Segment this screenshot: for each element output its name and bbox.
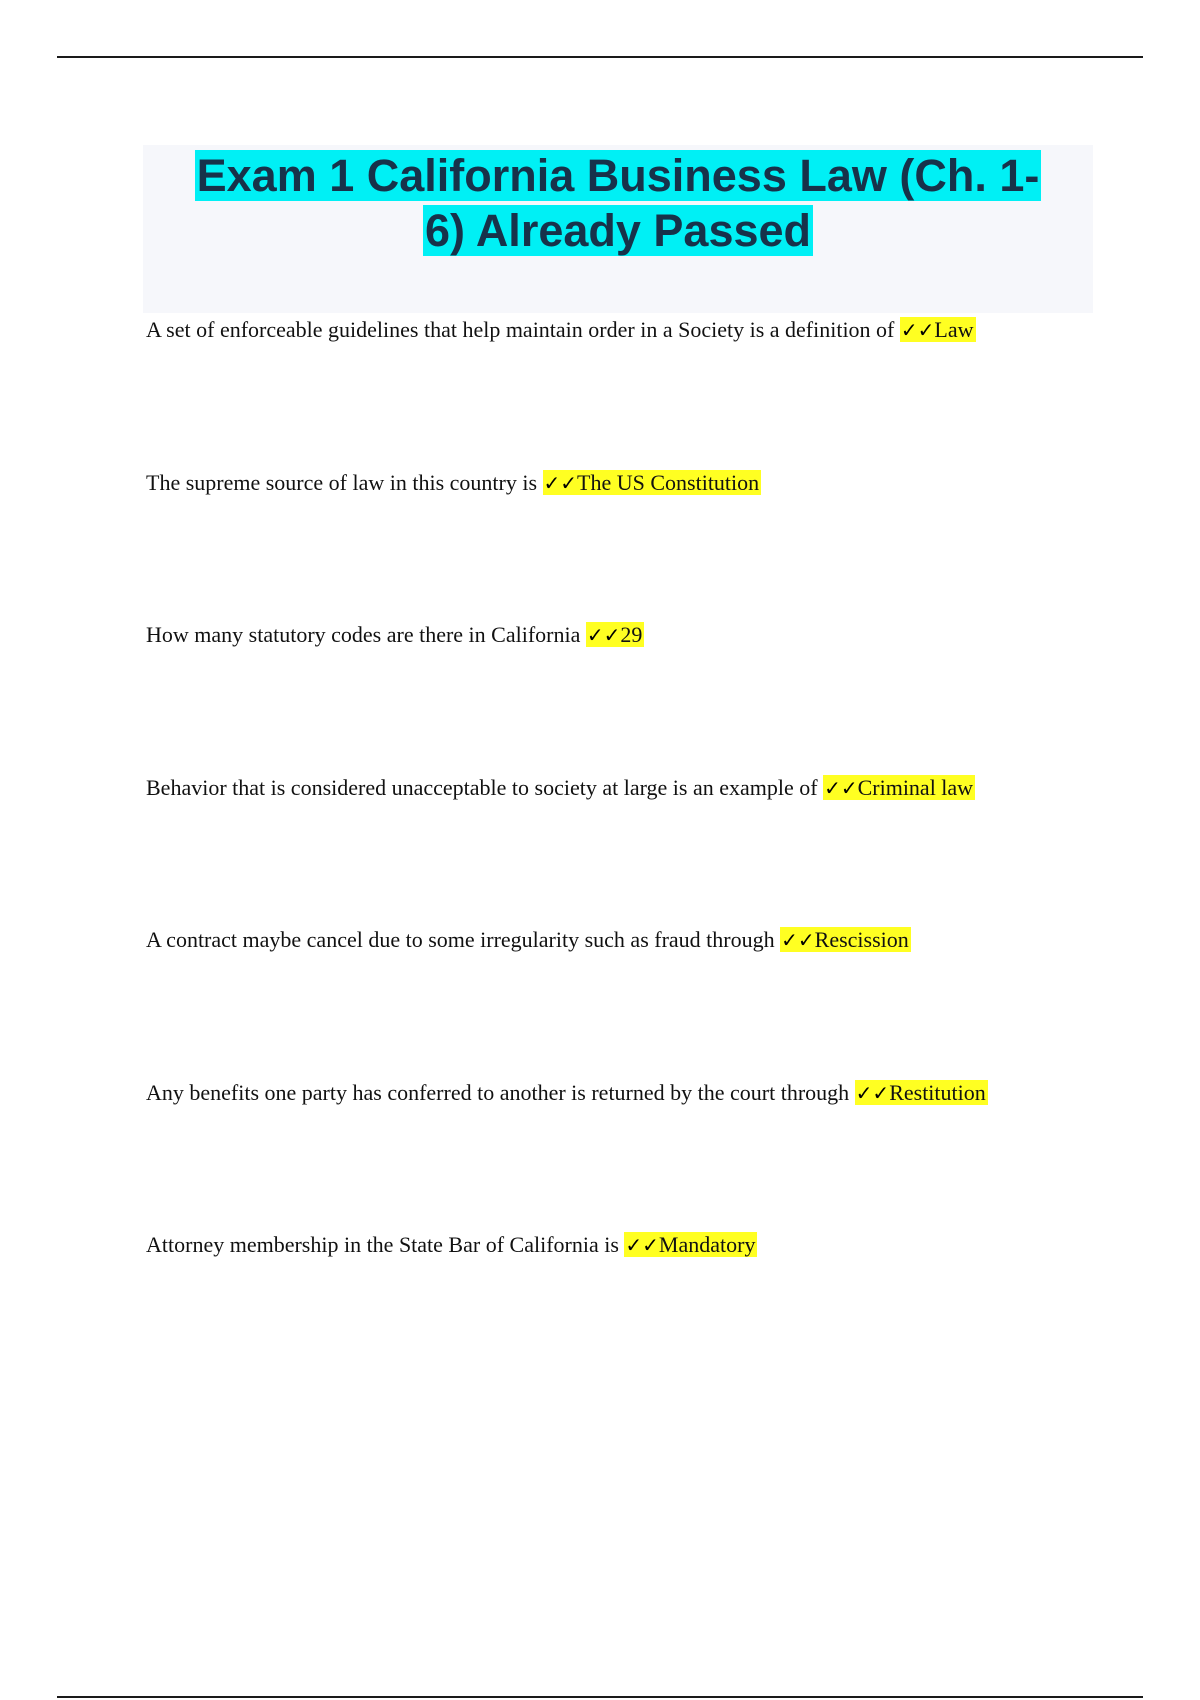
double-check-icon: ✓✓: [625, 1233, 659, 1257]
bottom-rule: [57, 1696, 1143, 1698]
answer-highlight: [543, 470, 762, 495]
answer-text: Restitution: [889, 1080, 986, 1105]
answer-text: The US Constitution: [577, 470, 760, 495]
double-check-icon: ✓✓: [824, 776, 858, 800]
answer-highlight: [624, 1232, 757, 1257]
double-check-icon: ✓✓: [855, 1081, 890, 1105]
answer-text: Law: [934, 317, 974, 342]
qa-item-1: [146, 315, 976, 345]
question-text: Behavior that is considered unacceptable to society at large is an example of: [146, 775, 824, 800]
question-text: Any benefits one party has conferred to another is returned by the court through: [146, 1080, 855, 1105]
answer-text: Criminal law: [857, 775, 974, 800]
top-rule: [57, 56, 1143, 58]
question-text: A set of enforceable guidelines that help maintain order in a Society is a definition of: [146, 317, 900, 342]
double-check-icon: ✓✓: [781, 928, 815, 952]
title-line-2: 6) Already Passed: [424, 205, 812, 256]
qa-item-2: [146, 468, 761, 498]
double-check-icon: ✓✓: [543, 471, 578, 495]
page-title: [143, 148, 1093, 258]
answer-highlight: [900, 317, 976, 342]
qa-item-3: [146, 620, 644, 650]
answer-text: Rescission: [814, 927, 909, 952]
title-box: [143, 145, 1093, 313]
qa-item-7: [146, 1230, 757, 1260]
question-text: Attorney membership in the State Bar of California is: [146, 1232, 625, 1257]
qa-item-5: [146, 925, 911, 955]
double-check-icon: ✓✓: [900, 318, 935, 342]
title-line-1: Exam 1 California Business Law (Ch. 1-: [196, 150, 1040, 201]
qa-item-6: [146, 1078, 988, 1108]
question-text: A contract maybe cancel due to some irregularity such as fraud through: [146, 927, 781, 952]
double-check-icon: ✓✓: [586, 623, 621, 647]
answer-text: Mandatory: [658, 1232, 756, 1257]
question-text: How many statutory codes are there in California: [146, 622, 586, 647]
answer-highlight: [586, 622, 645, 647]
qa-item-4: [146, 773, 975, 803]
answer-highlight: [780, 927, 911, 952]
answer-highlight: [823, 775, 975, 800]
answer-text: 29: [620, 622, 643, 647]
question-text: The supreme source of law in this country is: [146, 470, 543, 495]
answer-highlight: [855, 1080, 988, 1105]
